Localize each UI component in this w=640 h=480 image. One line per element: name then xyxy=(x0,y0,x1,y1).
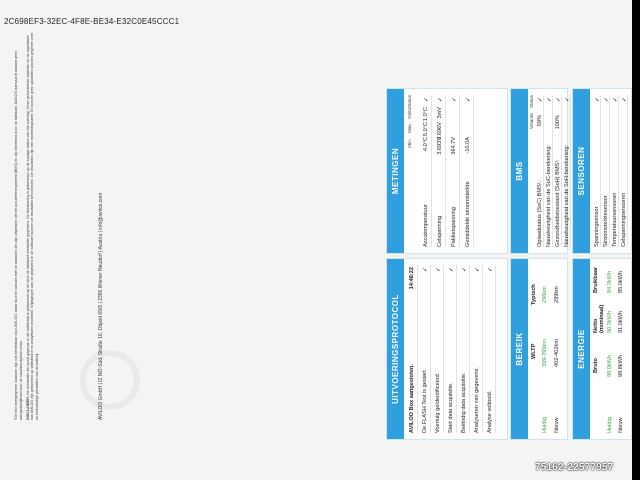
disclaimer-body: De informatie die wordt gegeven in dit certificaat is gebaseerd op de door de fabrikant verstrekte gegevens. De berekening is gebaseerd op de huidige status van het voertuig. Onze gehanteerde waarden en de algoritmen van AVILOO zijn gebaseerd op statistische en analytische modellen. Wijzigingen aan de gegevens in de software kunnen de resultaten beïnvloeden. De resultaten zijn een momentopname. Er kunnen geen garanties worden gegeven over de toekomstige prestaties van de batterij. xyxy=(25,32,40,420)
col-header: Bruto xyxy=(593,358,599,373)
bms-label: Oplaadstatus (SoC) BMS¹: xyxy=(537,180,543,247)
check-icon: ✓ xyxy=(466,97,472,103)
rotated-content xyxy=(378,0,632,440)
check-icon: ✓ xyxy=(424,97,430,103)
check-icon: ✓ xyxy=(565,97,571,103)
measurement-min: -10.0A xyxy=(465,137,471,154)
protocol-step: Analyseren van gegevens. xyxy=(474,367,480,433)
value: 90.3kWh xyxy=(607,310,613,333)
measurement-min: 364.7V xyxy=(451,137,457,155)
protocol-step: Analyse voltooid. xyxy=(487,390,493,433)
col-header: Bruikbaar xyxy=(593,266,599,293)
footer-address: AVILOO GmbH | IZ NÖ-Süd, Straße 16, Objekt 69/5 | 2355 Wiener Neudorf | Austria | info@aviloo.com xyxy=(98,192,104,420)
disclaimer-text xyxy=(14,30,40,420)
panel-title: BEREIK xyxy=(511,259,528,439)
measurement-label: Pakketspanning xyxy=(451,207,457,247)
col-header: Delta xyxy=(407,108,412,119)
col-header: Waarde xyxy=(529,113,534,129)
value: 299km xyxy=(554,286,560,303)
col-header: Netto (nominaal) xyxy=(593,304,605,333)
measurement-delta: 3mV xyxy=(437,107,443,119)
watermark-text: 75162-22577957 xyxy=(535,462,614,473)
check-icon: ✓ xyxy=(462,267,468,273)
check-icon: ✓ xyxy=(595,97,601,103)
value: 84.3kWh xyxy=(607,270,613,293)
bms-value: 100% xyxy=(555,115,561,130)
bms-value: 59% xyxy=(537,115,543,127)
check-icon: ✓ xyxy=(488,267,494,273)
panel-uitvoeringsprotocol xyxy=(386,258,508,440)
sensor-label: Celspanningsensoren xyxy=(621,192,627,247)
col-header: WLTP xyxy=(531,343,537,359)
sensor-label: Temperatuursensoren xyxy=(612,192,618,247)
bms-label: Nauwkeurigheid van de SoH-berekening: xyxy=(564,145,570,247)
document-id: 2C698EF3-32EC-4F8E-BE34-E32C0E45CCC1 xyxy=(4,17,180,26)
check-icon: ✓ xyxy=(538,97,544,103)
protocol-heading: AVILOO Box aangesloten. xyxy=(409,364,415,433)
protocol-step: Beëindig data acquisitie. xyxy=(461,372,467,433)
disclaimer-label: DISCLAIMER: xyxy=(25,395,30,420)
col-header: Status xyxy=(529,95,534,109)
value: 85.0kWh xyxy=(618,270,624,293)
panel-sensoren xyxy=(572,88,632,254)
bms-label: Gezondheidstoestand (SoH) BMS¹: xyxy=(555,159,561,247)
check-icon: ✓ xyxy=(475,267,481,273)
measurement-delta: 1.0°C xyxy=(423,107,429,122)
col-header: Min. xyxy=(407,139,412,148)
panel-metingen xyxy=(386,88,508,254)
measurement-max: 5.0°C xyxy=(423,122,429,137)
sensor-label: Stroomsterktesensor xyxy=(603,195,609,247)
col-header: Status xyxy=(407,95,412,109)
col-header: Typisch xyxy=(531,284,537,305)
sensor-label: Spanningsensor xyxy=(594,206,600,247)
check-icon: ✓ xyxy=(423,267,429,273)
panel-bereik xyxy=(510,258,568,440)
value: 399-399km xyxy=(542,339,548,367)
check-icon: ✓ xyxy=(622,97,628,103)
col-header: Max. xyxy=(407,123,412,133)
row-label: Huidig xyxy=(607,417,613,433)
panel-title: METINGEN xyxy=(387,89,404,253)
bms-label: Nauwkeurigheid van de SoC-berekening: xyxy=(546,145,552,247)
check-icon: ✓ xyxy=(613,97,619,103)
panel-title: ENERGIE xyxy=(573,259,590,439)
measurement-min: 4.0°C xyxy=(423,137,429,152)
measurement-label: Accutemperatuur xyxy=(423,204,429,247)
row-label: Nieuw xyxy=(554,417,560,433)
protocol-step: Voertuig geïdentificeerd. xyxy=(435,372,441,433)
panel-title: SENSOREN xyxy=(573,89,590,253)
value: 296km xyxy=(542,286,548,303)
disclaimer-note: ¹De hier weergegeven waarden zijn ook bereikbaar door AVILOO, maar kunnen worden met de waarden die zijn uitgelezen uit het accubeheersysteem (BMS) en zijn berekend door de fabrikant. AVILOO aanvaardt daarom geen aansprakelijkheid voor de nauwkeurigheid ervan. xyxy=(14,50,23,420)
protocol-step: Start data acquisitie. xyxy=(448,382,454,433)
check-icon: ✓ xyxy=(436,267,442,273)
panel-title: UITVOERINGSPROTOCOL xyxy=(387,259,404,439)
value: 91.0kWh xyxy=(618,310,624,333)
value: 402-402km xyxy=(554,339,560,367)
measurement-min: 3.693V xyxy=(437,137,443,155)
disclaimer-block xyxy=(14,20,124,420)
check-icon: ✓ xyxy=(556,97,562,103)
panel-title: BMS xyxy=(511,89,528,253)
check-icon: ✓ xyxy=(438,97,444,103)
value: 98.8kWh xyxy=(618,354,624,377)
edge-bar xyxy=(632,0,640,480)
panel-bms xyxy=(510,88,571,254)
check-icon: ✓ xyxy=(452,97,458,103)
measurement-max: 3.696V xyxy=(437,122,443,140)
protocol-time: 14:48:22 xyxy=(409,267,415,290)
row-label: Nieuw xyxy=(618,417,624,433)
value: 98.0kWh xyxy=(607,354,613,377)
check-icon: ✓ xyxy=(449,267,455,273)
panel-energie xyxy=(572,258,632,440)
measurement-label: Celspanning xyxy=(437,215,443,247)
protocol-step: De FLASH Test is gestart. xyxy=(422,368,428,433)
row-label: Huidig xyxy=(542,417,548,433)
check-icon: ✓ xyxy=(604,97,610,103)
measurement-label: Gemiddelde stroomsterkte xyxy=(465,181,471,247)
check-icon: ✓ xyxy=(547,97,553,103)
